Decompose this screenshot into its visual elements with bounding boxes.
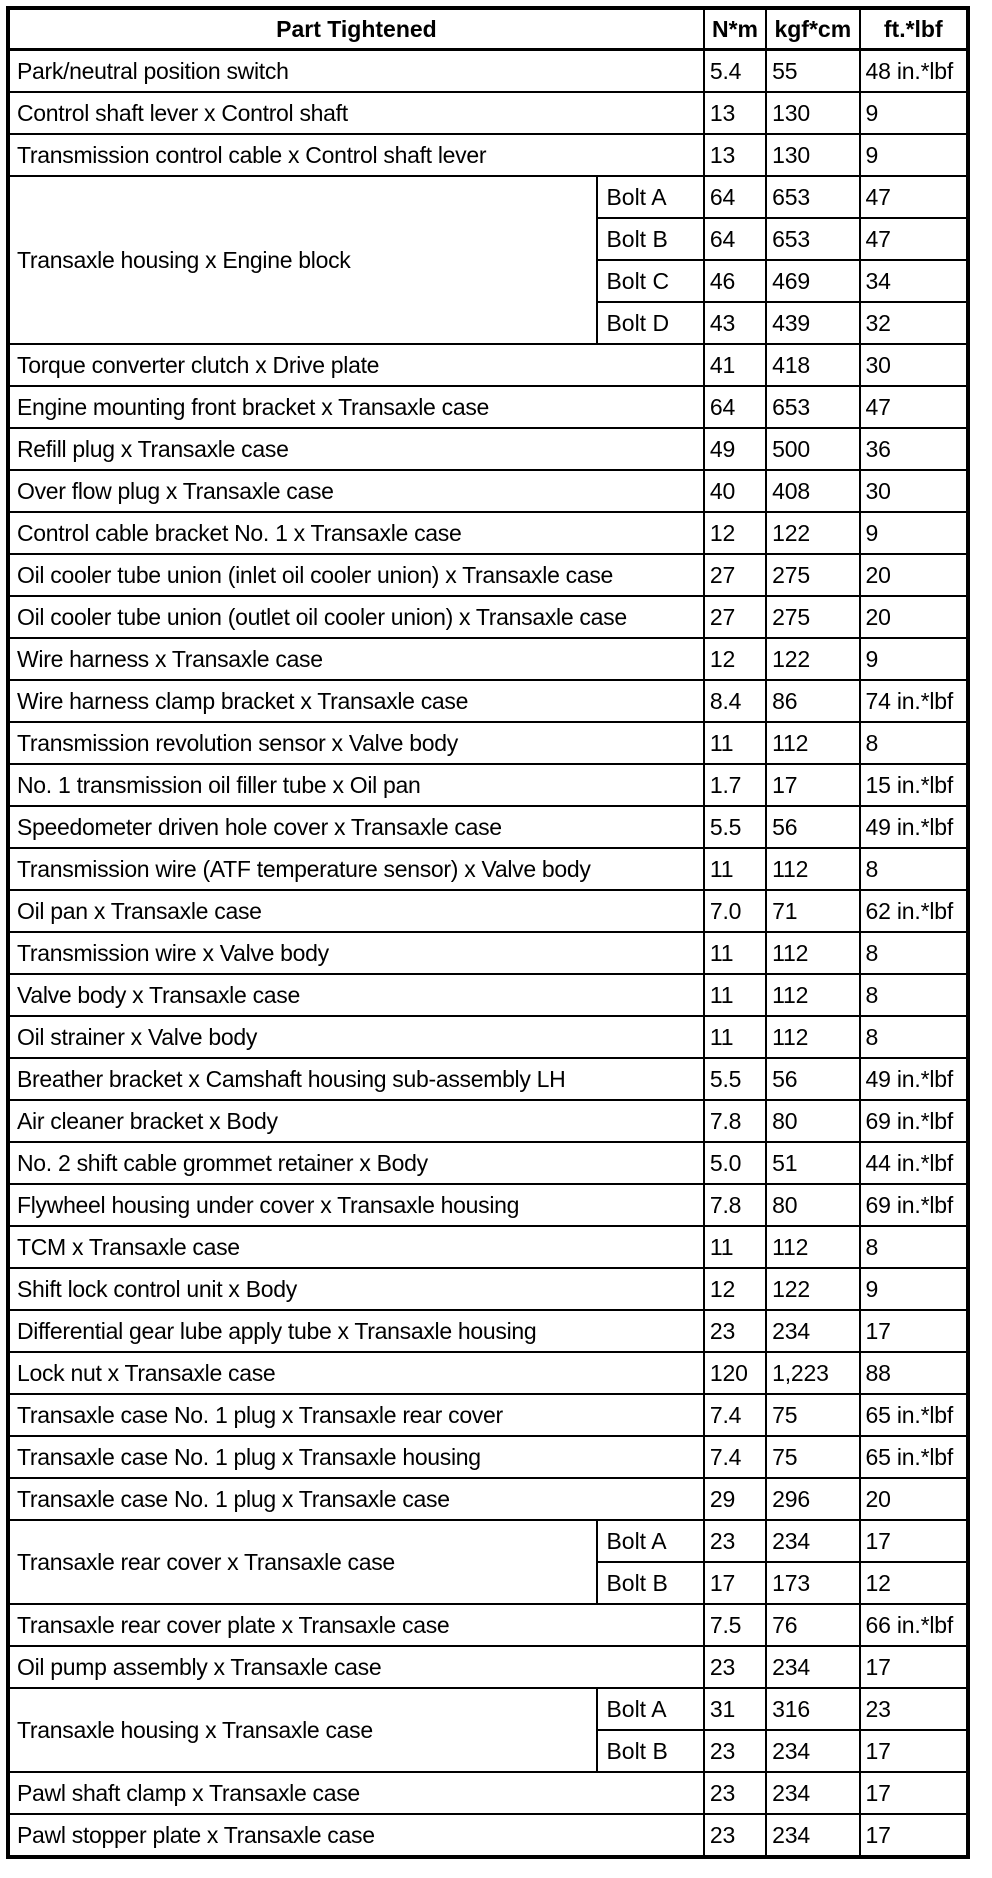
ftlbf-value-cell: 23: [860, 1688, 968, 1730]
ftlbf-value-cell: 8: [860, 974, 968, 1016]
kgfcm-value-cell: 275: [766, 554, 859, 596]
header-part-tightened: Part Tightened: [8, 8, 704, 50]
ftlbf-value-cell: 74 in.*lbf: [860, 680, 968, 722]
table-row: [8, 1310, 968, 1352]
ftlbf-value-cell: 49 in.*lbf: [860, 806, 968, 848]
part-cell: Transaxle rear cover plate x Transaxle case: [8, 1604, 704, 1646]
nm-value-cell: 27: [704, 554, 766, 596]
ftlbf-value-cell: 8: [860, 722, 968, 764]
nm-value-cell: 7.5: [704, 1604, 766, 1646]
ftlbf-value-cell: 12: [860, 1562, 968, 1604]
ftlbf-value-cell: 69 in.*lbf: [860, 1184, 968, 1226]
ftlbf-value-cell: 66 in.*lbf: [860, 1604, 968, 1646]
part-cell: Transmission control cable x Control shaft lever: [8, 134, 704, 176]
part-cell: Transaxle housing x Transaxle case: [8, 1688, 597, 1772]
part-cell: Transmission wire x Valve body: [8, 932, 704, 974]
kgfcm-value-cell: 408: [766, 470, 859, 512]
part-cell: Pawl stopper plate x Transaxle case: [8, 1814, 704, 1857]
table-row: [8, 1142, 968, 1184]
kgfcm-value-cell: 418: [766, 344, 859, 386]
kgfcm-value-cell: 80: [766, 1184, 859, 1226]
table-row: [8, 1100, 968, 1142]
ftlbf-value-cell: 17: [860, 1310, 968, 1352]
ftlbf-value-cell: 44 in.*lbf: [860, 1142, 968, 1184]
ftlbf-value-cell: 30: [860, 470, 968, 512]
nm-value-cell: 12: [704, 1268, 766, 1310]
kgfcm-value-cell: 76: [766, 1604, 859, 1646]
ftlbf-value-cell: 32: [860, 302, 968, 344]
nm-value-cell: 7.8: [704, 1100, 766, 1142]
ftlbf-value-cell: 9: [860, 1268, 968, 1310]
header-ftlbf: ft.*lbf: [860, 8, 968, 50]
kgfcm-value-cell: 71: [766, 890, 859, 932]
ftlbf-value-cell: 48 in.*lbf: [860, 50, 968, 93]
ftlbf-value-cell: 65 in.*lbf: [860, 1436, 968, 1478]
table-row: [8, 386, 968, 428]
ftlbf-value-cell: 47: [860, 176, 968, 218]
kgfcm-value-cell: 112: [766, 722, 859, 764]
part-cell: Transaxle case No. 1 plug x Transaxle housing: [8, 1436, 704, 1478]
nm-value-cell: 11: [704, 722, 766, 764]
part-cell: Lock nut x Transaxle case: [8, 1352, 704, 1394]
kgfcm-value-cell: 122: [766, 1268, 859, 1310]
bolt-label-cell: Bolt A: [597, 176, 703, 218]
ftlbf-value-cell: 8: [860, 848, 968, 890]
nm-value-cell: 13: [704, 92, 766, 134]
ftlbf-value-cell: 69 in.*lbf: [860, 1100, 968, 1142]
kgfcm-value-cell: 122: [766, 638, 859, 680]
part-cell: Air cleaner bracket x Body: [8, 1100, 704, 1142]
table-row: [8, 848, 968, 890]
ftlbf-value-cell: 20: [860, 1478, 968, 1520]
part-cell: Transaxle case No. 1 plug x Transaxle case: [8, 1478, 704, 1520]
table-row: [8, 1184, 968, 1226]
part-cell: Breather bracket x Camshaft housing sub-assembly LH: [8, 1058, 704, 1100]
bolt-label-cell: Bolt B: [597, 1562, 703, 1604]
part-cell: Wire harness clamp bracket x Transaxle case: [8, 680, 704, 722]
nm-value-cell: 27: [704, 596, 766, 638]
kgfcm-value-cell: 275: [766, 596, 859, 638]
bolt-label-cell: Bolt C: [597, 260, 703, 302]
nm-value-cell: 13: [704, 134, 766, 176]
nm-value-cell: 7.4: [704, 1436, 766, 1478]
nm-value-cell: 31: [704, 1688, 766, 1730]
table-row: [8, 134, 968, 176]
nm-value-cell: 46: [704, 260, 766, 302]
kgfcm-value-cell: 234: [766, 1310, 859, 1352]
part-cell: Valve body x Transaxle case: [8, 974, 704, 1016]
table-row: [8, 1436, 968, 1478]
nm-value-cell: 23: [704, 1646, 766, 1688]
kgfcm-value-cell: 234: [766, 1730, 859, 1772]
table-row: [8, 722, 968, 764]
nm-value-cell: 7.4: [704, 1394, 766, 1436]
nm-value-cell: 17: [704, 1562, 766, 1604]
table-row: [8, 1520, 968, 1562]
nm-value-cell: 23: [704, 1814, 766, 1857]
nm-value-cell: 40: [704, 470, 766, 512]
kgfcm-value-cell: 316: [766, 1688, 859, 1730]
nm-value-cell: 12: [704, 512, 766, 554]
part-cell: TCM x Transaxle case: [8, 1226, 704, 1268]
table-row: [8, 764, 968, 806]
nm-value-cell: 23: [704, 1310, 766, 1352]
ftlbf-value-cell: 17: [860, 1814, 968, 1857]
ftlbf-value-cell: 8: [860, 1016, 968, 1058]
ftlbf-value-cell: 9: [860, 92, 968, 134]
part-cell: Speedometer driven hole cover x Transaxle case: [8, 806, 704, 848]
kgfcm-value-cell: 55: [766, 50, 859, 93]
table-row: [8, 890, 968, 932]
table-row: [8, 974, 968, 1016]
part-cell: No. 2 shift cable grommet retainer x Body: [8, 1142, 704, 1184]
nm-value-cell: 5.5: [704, 806, 766, 848]
table-row: [8, 1226, 968, 1268]
part-cell: Control shaft lever x Control shaft: [8, 92, 704, 134]
nm-value-cell: 11: [704, 1016, 766, 1058]
kgfcm-value-cell: 112: [766, 848, 859, 890]
nm-value-cell: 23: [704, 1520, 766, 1562]
nm-value-cell: 11: [704, 1226, 766, 1268]
nm-value-cell: 11: [704, 932, 766, 974]
nm-value-cell: 29: [704, 1478, 766, 1520]
part-cell: Refill plug x Transaxle case: [8, 428, 704, 470]
table-row: [8, 50, 968, 93]
part-cell: Transaxle housing x Engine block: [8, 176, 597, 344]
table-row: [8, 1646, 968, 1688]
ftlbf-value-cell: 20: [860, 554, 968, 596]
nm-value-cell: 41: [704, 344, 766, 386]
kgfcm-value-cell: 469: [766, 260, 859, 302]
table-header: [8, 8, 968, 50]
kgfcm-value-cell: 234: [766, 1814, 859, 1857]
kgfcm-value-cell: 51: [766, 1142, 859, 1184]
ftlbf-value-cell: 17: [860, 1646, 968, 1688]
bolt-label-cell: Bolt A: [597, 1688, 703, 1730]
torque-spec-table: [6, 6, 970, 1859]
ftlbf-value-cell: 17: [860, 1730, 968, 1772]
table-row: [8, 1814, 968, 1857]
part-cell: Transaxle case No. 1 plug x Transaxle rear cover: [8, 1394, 704, 1436]
ftlbf-value-cell: 47: [860, 386, 968, 428]
kgfcm-value-cell: 112: [766, 932, 859, 974]
nm-value-cell: 11: [704, 974, 766, 1016]
ftlbf-value-cell: 9: [860, 512, 968, 554]
kgfcm-value-cell: 1,223: [766, 1352, 859, 1394]
ftlbf-value-cell: 9: [860, 638, 968, 680]
ftlbf-value-cell: 15 in.*lbf: [860, 764, 968, 806]
ftlbf-value-cell: 17: [860, 1772, 968, 1814]
nm-value-cell: 11: [704, 848, 766, 890]
part-cell: No. 1 transmission oil filler tube x Oil pan: [8, 764, 704, 806]
kgfcm-value-cell: 130: [766, 92, 859, 134]
part-cell: Transaxle rear cover x Transaxle case: [8, 1520, 597, 1604]
ftlbf-value-cell: 88: [860, 1352, 968, 1394]
nm-value-cell: 5.5: [704, 1058, 766, 1100]
table-row: [8, 176, 968, 218]
kgfcm-value-cell: 439: [766, 302, 859, 344]
part-cell: Oil pump assembly x Transaxle case: [8, 1646, 704, 1688]
nm-value-cell: 7.0: [704, 890, 766, 932]
header-kgfcm: kgf*cm: [766, 8, 859, 50]
part-cell: Engine mounting front bracket x Transaxle case: [8, 386, 704, 428]
part-cell: Torque converter clutch x Drive plate: [8, 344, 704, 386]
ftlbf-value-cell: 65 in.*lbf: [860, 1394, 968, 1436]
nm-value-cell: 8.4: [704, 680, 766, 722]
nm-value-cell: 23: [704, 1730, 766, 1772]
nm-value-cell: 12: [704, 638, 766, 680]
kgfcm-value-cell: 122: [766, 512, 859, 554]
nm-value-cell: 5.0: [704, 1142, 766, 1184]
table-row: [8, 1394, 968, 1436]
ftlbf-value-cell: 49 in.*lbf: [860, 1058, 968, 1100]
nm-value-cell: 23: [704, 1772, 766, 1814]
table-row: [8, 470, 968, 512]
table-row: [8, 554, 968, 596]
kgfcm-value-cell: 653: [766, 176, 859, 218]
nm-value-cell: 5.4: [704, 50, 766, 93]
table-row: [8, 1016, 968, 1058]
table-row: [8, 92, 968, 134]
table-row: [8, 1772, 968, 1814]
kgfcm-value-cell: 234: [766, 1646, 859, 1688]
ftlbf-value-cell: 36: [860, 428, 968, 470]
nm-value-cell: 120: [704, 1352, 766, 1394]
bolt-label-cell: Bolt A: [597, 1520, 703, 1562]
nm-value-cell: 64: [704, 218, 766, 260]
part-cell: Oil pan x Transaxle case: [8, 890, 704, 932]
table-row: [8, 344, 968, 386]
part-cell: Differential gear lube apply tube x Transaxle housing: [8, 1310, 704, 1352]
kgfcm-value-cell: 130: [766, 134, 859, 176]
part-cell: Flywheel housing under cover x Transaxle housing: [8, 1184, 704, 1226]
kgfcm-value-cell: 112: [766, 974, 859, 1016]
kgfcm-value-cell: 112: [766, 1226, 859, 1268]
part-cell: Oil strainer x Valve body: [8, 1016, 704, 1058]
ftlbf-value-cell: 20: [860, 596, 968, 638]
kgfcm-value-cell: 56: [766, 1058, 859, 1100]
kgfcm-value-cell: 653: [766, 218, 859, 260]
kgfcm-value-cell: 234: [766, 1772, 859, 1814]
ftlbf-value-cell: 17: [860, 1520, 968, 1562]
part-cell: Pawl shaft clamp x Transaxle case: [8, 1772, 704, 1814]
part-cell: Park/neutral position switch: [8, 50, 704, 93]
kgfcm-value-cell: 75: [766, 1394, 859, 1436]
bolt-label-cell: Bolt B: [597, 218, 703, 260]
kgfcm-value-cell: 17: [766, 764, 859, 806]
kgfcm-value-cell: 112: [766, 1016, 859, 1058]
bolt-label-cell: Bolt B: [597, 1730, 703, 1772]
ftlbf-value-cell: 8: [860, 932, 968, 974]
kgfcm-value-cell: 296: [766, 1478, 859, 1520]
kgfcm-value-cell: 56: [766, 806, 859, 848]
table-row: [8, 596, 968, 638]
table-row: [8, 932, 968, 974]
table-row: [8, 1478, 968, 1520]
table-row: [8, 512, 968, 554]
ftlbf-value-cell: 30: [860, 344, 968, 386]
part-cell: Oil cooler tube union (inlet oil cooler union) x Transaxle case: [8, 554, 704, 596]
nm-value-cell: 64: [704, 386, 766, 428]
nm-value-cell: 1.7: [704, 764, 766, 806]
part-cell: Transmission wire (ATF temperature sensor) x Valve body: [8, 848, 704, 890]
table-row: [8, 1058, 968, 1100]
kgfcm-value-cell: 173: [766, 1562, 859, 1604]
part-cell: Control cable bracket No. 1 x Transaxle case: [8, 512, 704, 554]
part-cell: Shift lock control unit x Body: [8, 1268, 704, 1310]
ftlbf-value-cell: 47: [860, 218, 968, 260]
kgfcm-value-cell: 80: [766, 1100, 859, 1142]
part-cell: Wire harness x Transaxle case: [8, 638, 704, 680]
part-cell: Oil cooler tube union (outlet oil cooler union) x Transaxle case: [8, 596, 704, 638]
table-row: [8, 1268, 968, 1310]
kgfcm-value-cell: 234: [766, 1520, 859, 1562]
table-row: [8, 1688, 968, 1730]
table-row: [8, 428, 968, 470]
ftlbf-value-cell: 8: [860, 1226, 968, 1268]
nm-value-cell: 64: [704, 176, 766, 218]
kgfcm-value-cell: 75: [766, 1436, 859, 1478]
kgfcm-value-cell: 86: [766, 680, 859, 722]
table-body: [8, 50, 968, 1858]
part-cell: Transmission revolution sensor x Valve body: [8, 722, 704, 764]
nm-value-cell: 43: [704, 302, 766, 344]
table-row: [8, 1604, 968, 1646]
table-row: [8, 1352, 968, 1394]
kgfcm-value-cell: 500: [766, 428, 859, 470]
header-nm: N*m: [704, 8, 766, 50]
ftlbf-value-cell: 34: [860, 260, 968, 302]
table-row: [8, 806, 968, 848]
nm-value-cell: 7.8: [704, 1184, 766, 1226]
bolt-label-cell: Bolt D: [597, 302, 703, 344]
nm-value-cell: 49: [704, 428, 766, 470]
part-cell: Over flow plug x Transaxle case: [8, 470, 704, 512]
kgfcm-value-cell: 653: [766, 386, 859, 428]
ftlbf-value-cell: 62 in.*lbf: [860, 890, 968, 932]
ftlbf-value-cell: 9: [860, 134, 968, 176]
table-row: [8, 638, 968, 680]
header-row: [8, 8, 968, 50]
table-row: [8, 680, 968, 722]
